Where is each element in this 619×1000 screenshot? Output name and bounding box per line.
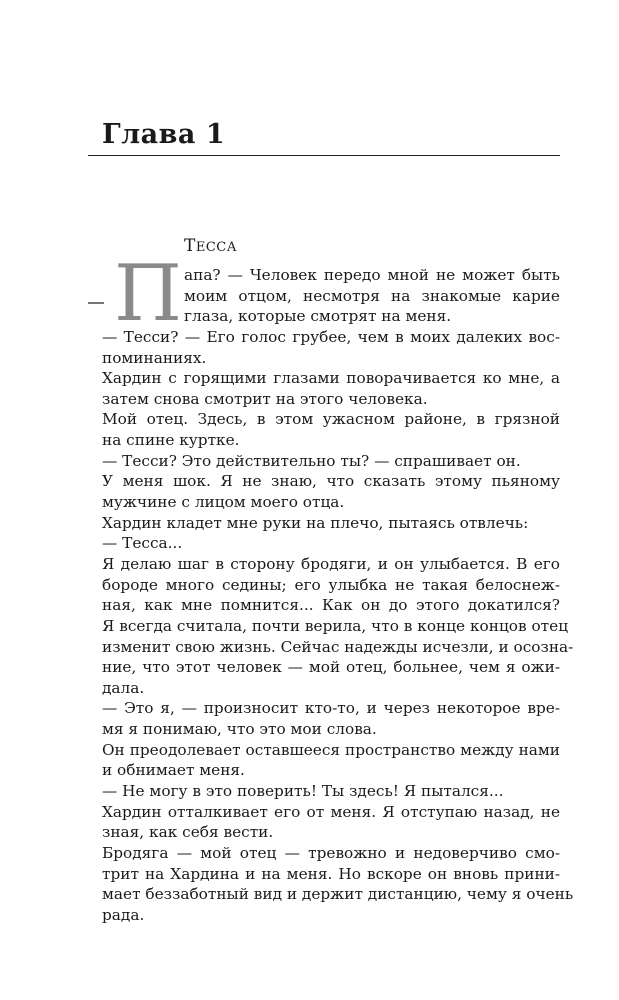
text-line: бороде много седины; его улыбка не такая белоснеж- (102, 575, 560, 594)
text-line: Мой отец. Здесь, в этом ужасном районе, в грязной (102, 410, 560, 429)
pov-first-letter: Т (184, 236, 196, 256)
pov-rest: ЕССА (195, 240, 238, 255)
text-line: ная, как мне помнится... Как он до этого докатился? (102, 596, 560, 615)
text-line: мужчине с лицом моего отца. (102, 493, 345, 512)
text-line: Он преодолевает оставшееся пространство между нами (102, 740, 560, 759)
text-line: дала. (102, 678, 145, 697)
text-line: — Тесси? — Его голос грубее, чем в моих далеких вос- (102, 327, 560, 346)
text-line: У меня шок. Я не знаю, что сказать этому пьяному (102, 472, 560, 491)
text-line: моим отцом, несмотря на знакомые карие (184, 286, 560, 305)
text-line: — Тесси? Это действительно ты? — спрашивает он. (102, 451, 521, 470)
body-text (102, 265, 574, 926)
text-line: — Это я, — произносит кто-то, и через некоторое вре- (102, 699, 560, 718)
chapter-divider (88, 155, 560, 156)
text-line: Я всегда считала, почти верила, что в конце концов отец (102, 616, 569, 635)
text-line: и обнимает меня. (102, 761, 245, 780)
text-line: на спине куртке. (102, 431, 240, 450)
text-line: апа? — Человек передо мной не может быть (184, 266, 560, 284)
text-line: Бродяга — мой отец — тревожно и недоверчиво смо- (102, 843, 560, 862)
text-line: глаза, которые смотрят на меня. (184, 307, 452, 326)
text-line: затем снова смотрит на этого человека. (102, 389, 428, 408)
text-line: рада. (102, 905, 145, 924)
text-line: трит на Хардина и на меня. Но вскоре он вновь прини- (102, 864, 560, 883)
text-line: — Тесса... (102, 534, 183, 553)
text-line: Я делаю шаг в сторону бродяги, и он улыбается. В его (102, 554, 560, 573)
text-line: Хардин отталкивает его от меня. Я отступаю назад, не (102, 802, 560, 821)
text-line: зная, как себя вести. (102, 823, 274, 842)
text-line: поминаниях. (102, 348, 207, 367)
text-line: ние, что этот человек — мой отец, больнее, чем я ожи- (102, 658, 560, 677)
drop-cap-letter: П (114, 249, 183, 339)
pov-heading (184, 236, 237, 258)
text-line: изменит свою жизнь. Сейчас надежды исчезли, и осозна- (102, 637, 574, 656)
text-line: — Не могу в это поверить! Ты здесь! Я пытался... (102, 782, 504, 801)
text-line: Хардин с горящими глазами поворачивается ко мне, а (102, 369, 560, 388)
text-line: Хардин кладет мне руки на плечо, пытаясь отвлечь: (102, 513, 529, 532)
text-line: мает беззаботный вид и держит дистанцию, чему я очень (102, 885, 574, 904)
text-line: мя я понимаю, что это мои слова. (102, 720, 377, 739)
chapter-title: Глава 1 (102, 119, 226, 150)
